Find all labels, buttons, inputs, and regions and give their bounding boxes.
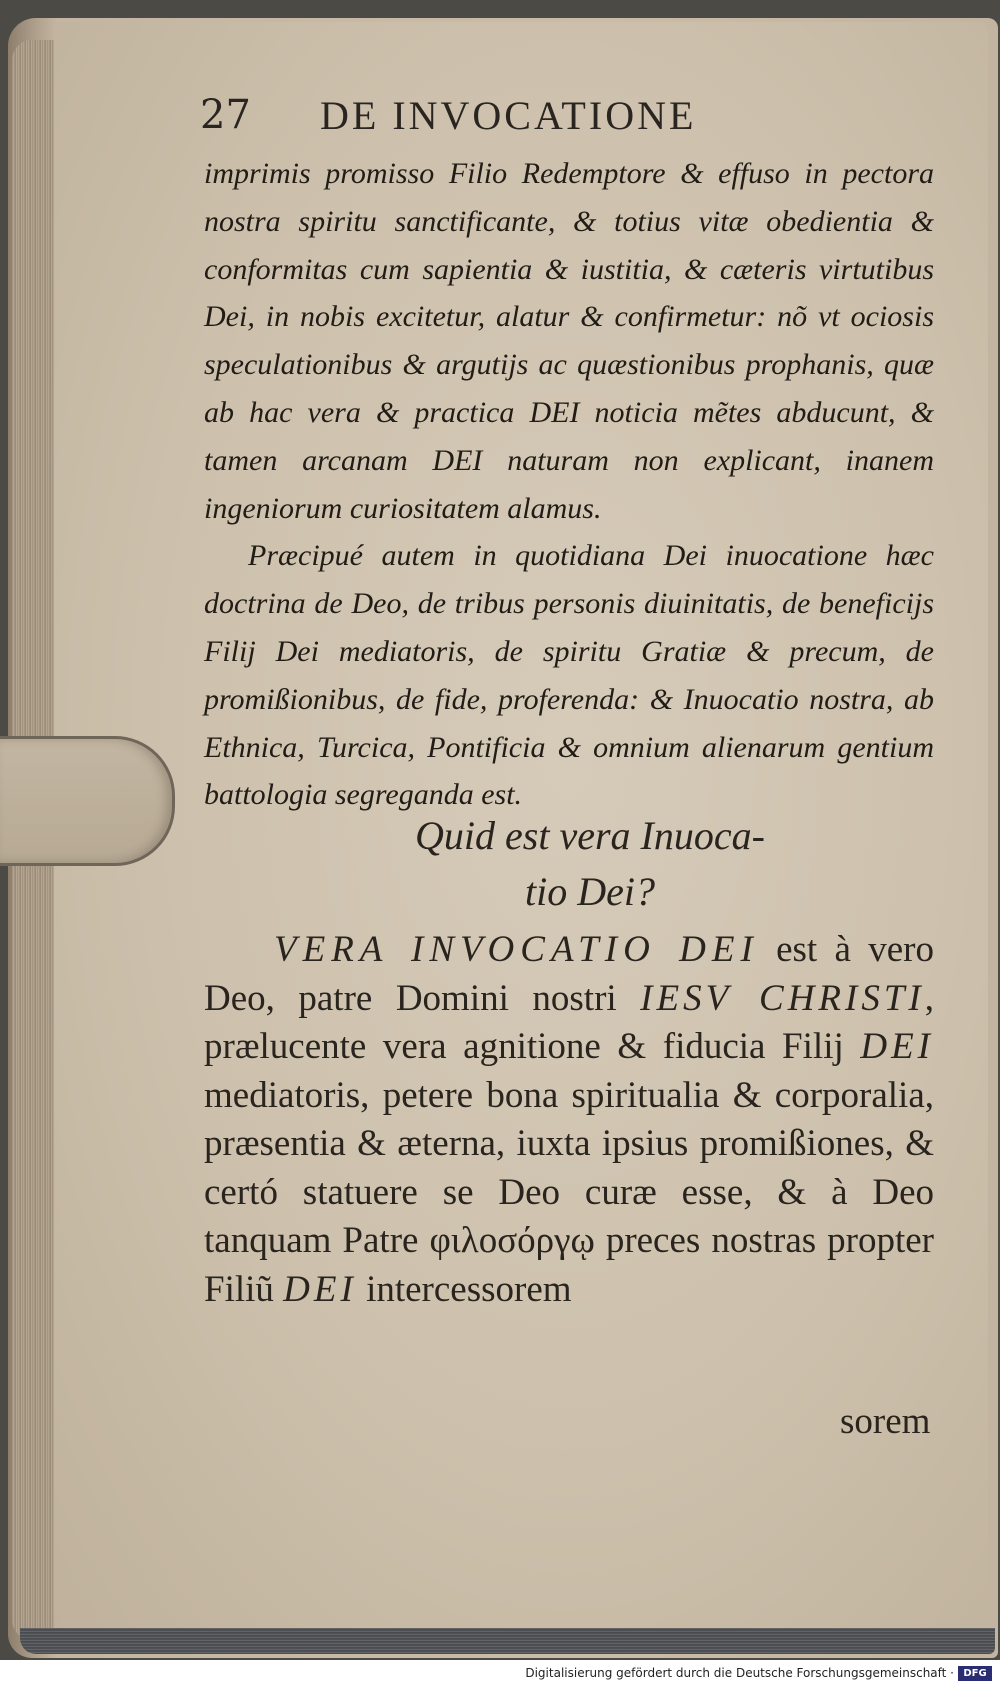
- running-title: DE INVOCATIONE: [320, 93, 697, 138]
- body-text-3: mediatoris, petere bona spiritualia & corporalia, præsentia & æterna, iuxta ipsius promißiones, & certó statuere se Deo curæ esse, & à Deo tanquam Patre φιλοσόργῳ preces nostras propter Filiũ: [204, 1074, 934, 1310]
- bookmark-clip: [0, 736, 175, 866]
- body-text-1: est à vero Deo, patre Domini nostri: [204, 929, 934, 1019]
- page-number: 27: [200, 92, 251, 138]
- footer-bar: [0, 1664, 1000, 1687]
- paragraph-1: imprimis promisso Filio Redemptore & effuso in pectora nostra spiritu sanctificante, & totius vitæ obedientia & conformitas cum sapientia & iustitia, & cæteris virtutibus Dei, in nobis excitetur, alatur & confirmetur: nõ vt ociosis speculationibus & argutijs ac quæstionibus prophanis, quæ ab hac vera & practica DEI noticia mẽtes abducunt, & tamen arcanam DEI naturam non explicant, inanem ingeniorum curiositatem alamus.: [204, 157, 934, 525]
- section-heading-line-1: Quid est vera Inuoca-: [415, 813, 765, 858]
- paragraph-2: Præcipué autem in quotidiana Dei inuocatione hæc doctrina de Deo, de tribus personis diuinitatis, de beneficijs Filij Dei mediatoris, de spiritu Gratiæ & precum, de promißionibus, de fide, proferenda: & Inuocatio nostra, ab Ethnica, Turcica, Pontificia & omnium alienarum gentium battologia segreganda est.: [204, 539, 934, 812]
- body-text-2: , prælucente vera agnitione & fiducia Filij: [204, 977, 934, 1067]
- name-dei-2: DEI: [283, 1268, 357, 1310]
- italic-text-block: [204, 150, 934, 819]
- section-heading-line-2: tio Dei?: [525, 869, 655, 914]
- lead-words: VERA INVOCATIO DEI: [274, 929, 759, 970]
- catchword: sorem: [840, 1401, 931, 1442]
- dfg-logo: DFG: [958, 1666, 992, 1681]
- name-dei-1: DEI: [860, 1026, 934, 1067]
- section-heading: [310, 808, 870, 920]
- body-text-4: intercessorem: [356, 1268, 572, 1310]
- footer-credit: Digitalisierung gefördert durch die Deutsche Forschungsgemeinschaft ·: [525, 1666, 954, 1680]
- running-head: [200, 92, 840, 142]
- name-iesu-christi: IESV CHRISTI: [640, 977, 925, 1019]
- definition-paragraph: [204, 926, 934, 1314]
- bottom-edge: [20, 1628, 995, 1654]
